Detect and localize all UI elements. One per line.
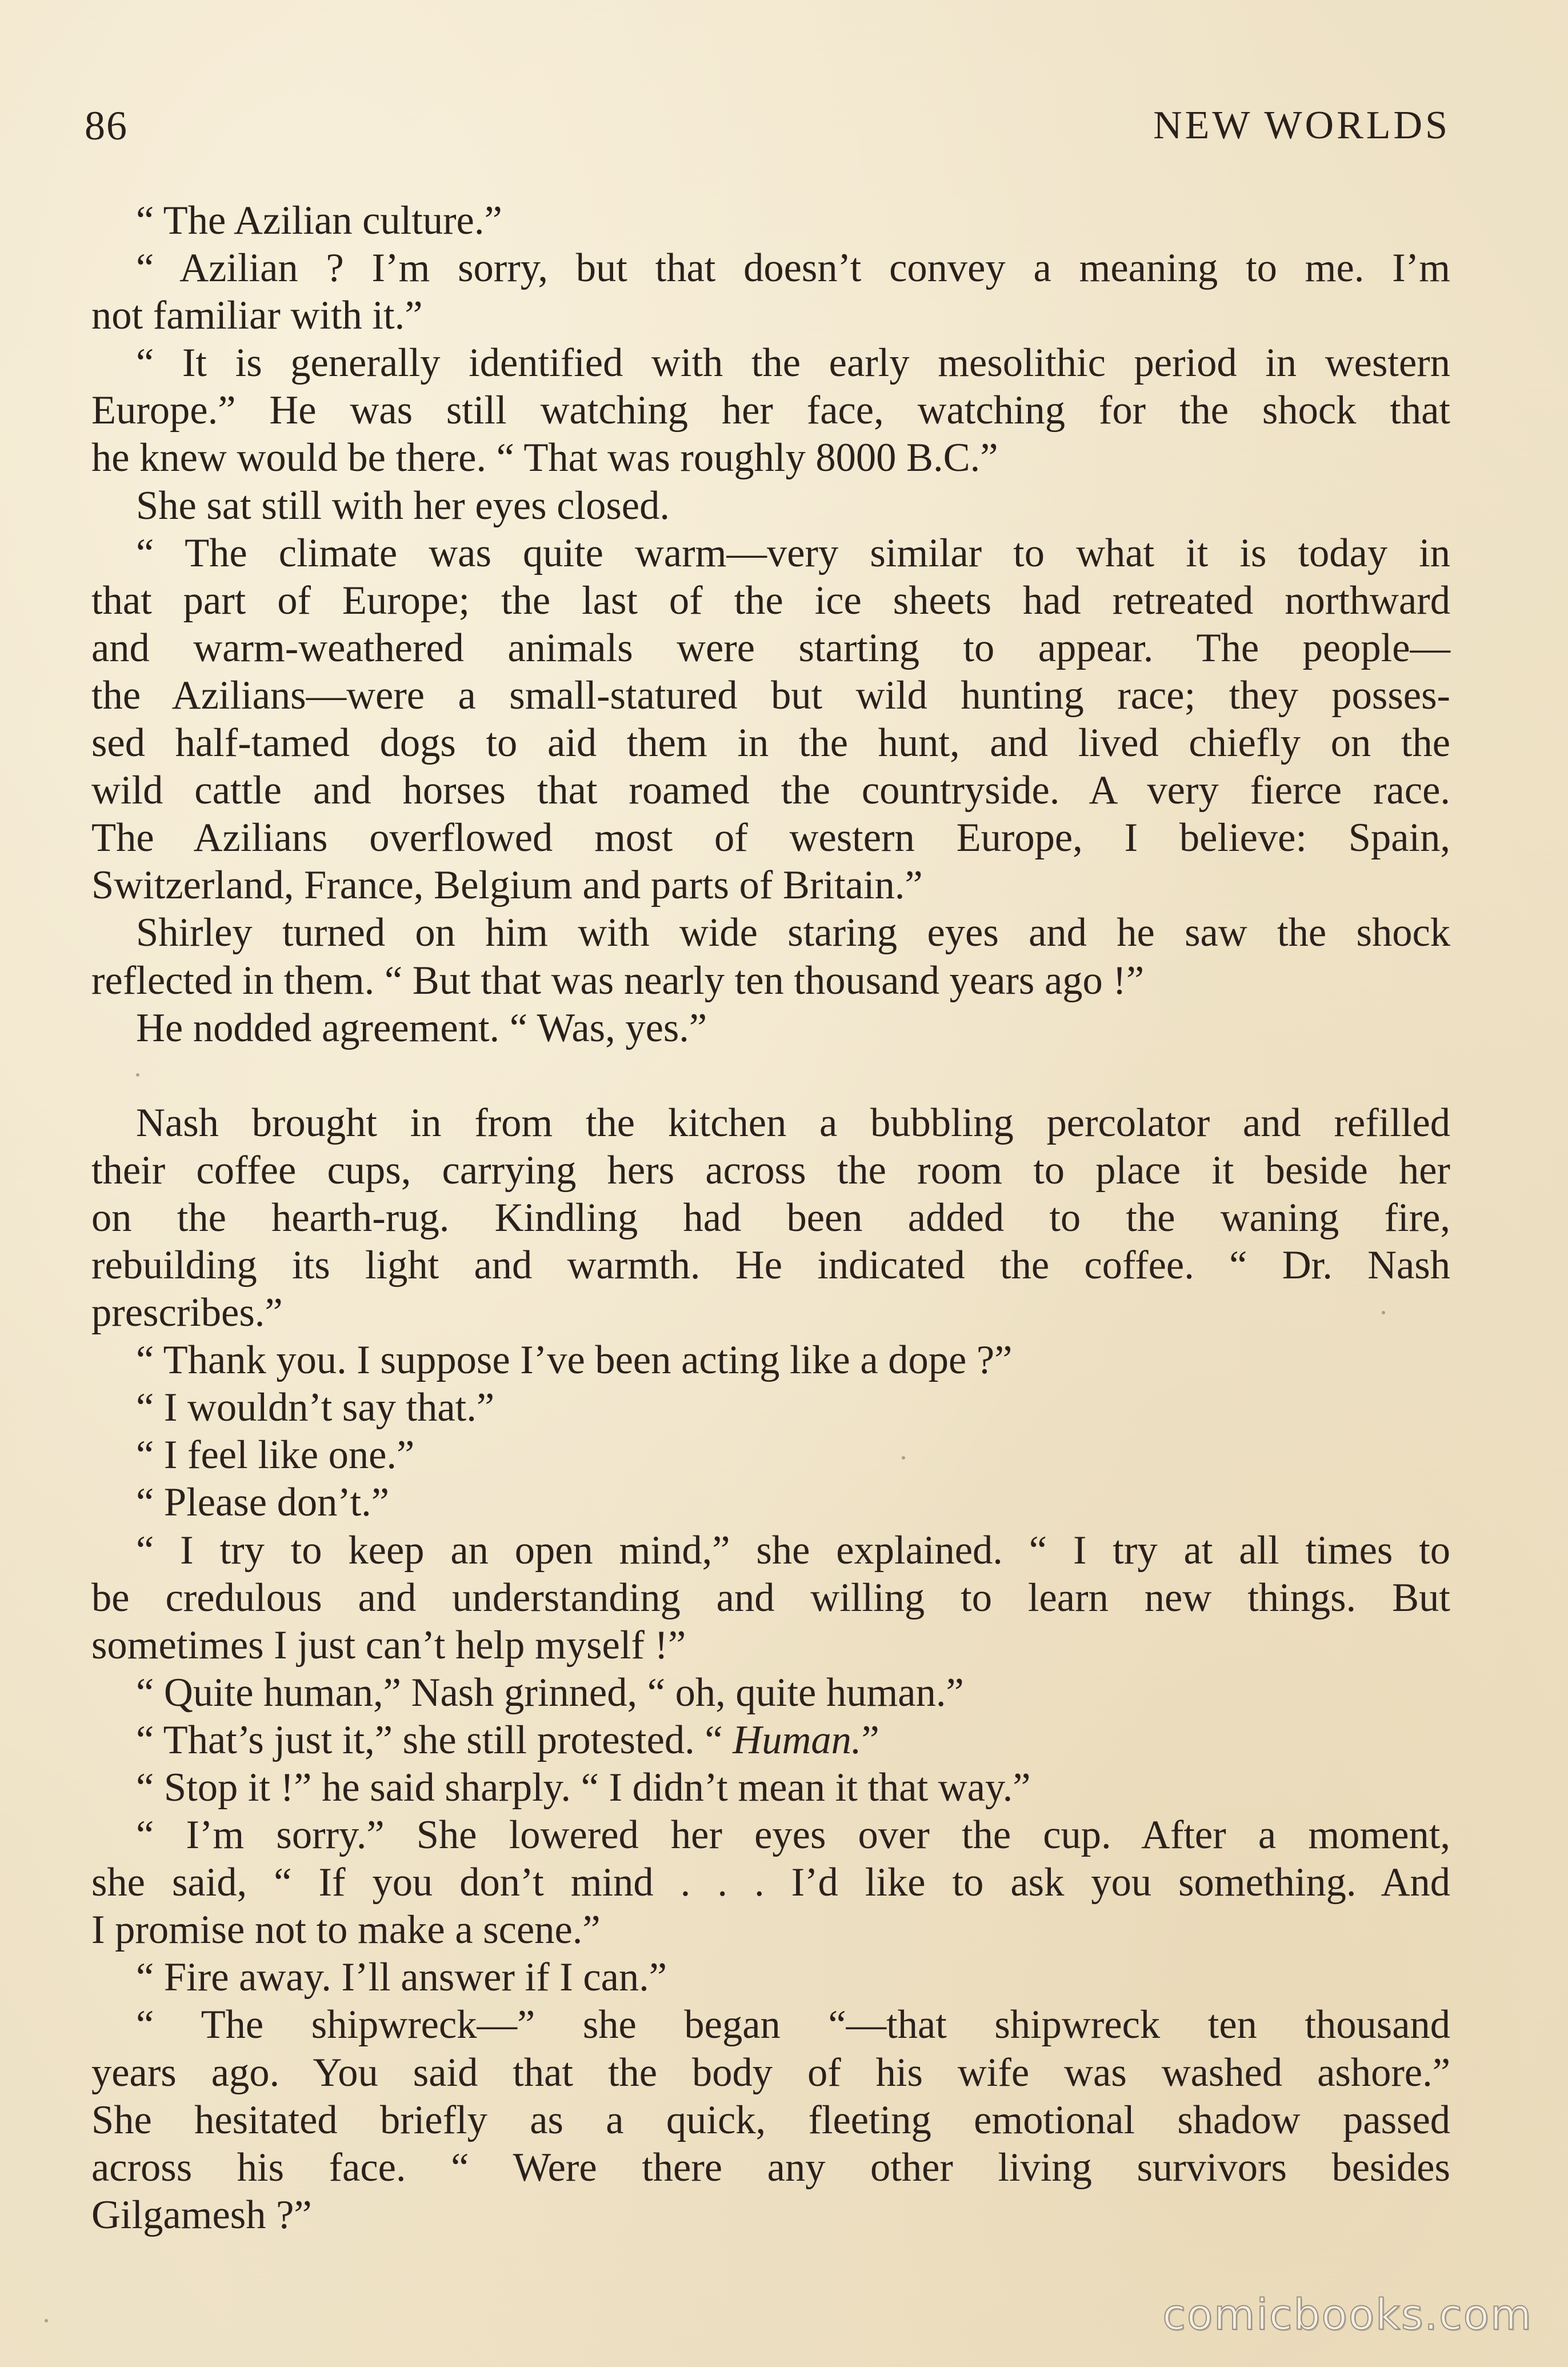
text-line: “ The climate was quite warm—very similar to what it is today in [136, 530, 1450, 575]
text-line: “ Thank you. I suppose I’ve been acting like a dope ?” [136, 1338, 1013, 1383]
text-line: Shirley turned on him with wide staring eyes and he saw the shock [136, 910, 1450, 955]
text-line: and warm-weathered animals were starting to appear. The people— [91, 625, 1450, 670]
text-line: prescribes.” [91, 1290, 283, 1336]
text-line: Europe.” He was still watching her face, watching for the shock that [91, 388, 1450, 433]
ink-speck [45, 2319, 48, 2322]
italic-word: Human. [733, 1717, 862, 1762]
text-line: sed half-tamed dogs to aid them in the hunt, and lived chiefly on the [91, 721, 1450, 766]
text-line: “ Fire away. I’ll answer if I can.” [136, 1955, 667, 2000]
text-line: She sat still with her eyes closed. [136, 483, 670, 528]
page-number: 86 [85, 103, 128, 149]
text-fragment: ” [861, 1717, 879, 1762]
text-fragment: “ That’s just it,” she still protested. “ [136, 1717, 733, 1762]
text-line: “ I try to keep an open mind,” she explained. “ I try at all times to [136, 1528, 1450, 1573]
text-line: “ I wouldn’t say that.” [136, 1385, 495, 1430]
text-line: “ Stop it !” he said sharply. “ I didn’t mean it that way.” [136, 1765, 1031, 1810]
text-line: “ Quite human,” Nash grinned, “ oh, quite human.” [136, 1670, 964, 1715]
text-line: The Azilians overflowed most of western Europe, I believe: Spain, [91, 815, 1450, 861]
body-text [91, 197, 1450, 2239]
text-line: sometimes I just can’t help myself !” [91, 1622, 686, 1668]
text-line: wild cattle and horses that roamed the countryside. A very fierce race. [91, 768, 1450, 813]
text-line: “ Please don’t.” [136, 1480, 390, 1525]
text-line: on the hearth-rug. Kindling had been added to the waning fire, [91, 1195, 1450, 1240]
text-line: be credulous and understanding and willing to learn new things. But [91, 1575, 1450, 1620]
text-line: their coffee cups, carrying hers across the room to place it beside her [91, 1147, 1450, 1193]
text-line: Switzerland, France, Belgium and parts of Britain.” [91, 863, 923, 908]
ink-speck [136, 1073, 139, 1077]
text-line: Nash brought in from the kitchen a bubbling percolator and refilled [136, 1100, 1450, 1145]
text-line: She hesitated briefly as a quick, fleeting emotional shadow passed [91, 2097, 1450, 2142]
text-line: He nodded agreement. “ Was, yes.” [136, 1005, 707, 1050]
text-line: “ Azilian ? I’m sorry, but that doesn’t convey a meaning to me. I’m [136, 246, 1450, 291]
text-line: not familiar with it.” [91, 293, 423, 338]
text-line: reflected in them. “ But that was nearly ten thousand years ago !” [91, 958, 1145, 1003]
ink-speck [1382, 1311, 1385, 1314]
ink-speck [902, 1456, 905, 1460]
running-head: NEW WORLDS [1153, 103, 1450, 147]
text-line: Gilgamesh ?” [91, 2192, 312, 2237]
text-line: “ The Azilian culture.” [136, 198, 502, 243]
text-line: the Azilians—were a small-statured but wild hunting race; they posses- [91, 673, 1450, 718]
text-line: “ I’m sorry.” She lowered her eyes over the cup. After a moment, [136, 1813, 1450, 1858]
text-line: “ The shipwreck—” she began “—that shipwreck ten thousand [136, 2002, 1450, 2048]
text-line: “ It is generally identified with the early mesolithic period in western [136, 341, 1450, 386]
text-line: years ago. You said that the body of his wife was washed ashore.” [91, 2050, 1450, 2095]
page-header [85, 97, 1450, 154]
text-line: that part of Europe; the last of the ice sheets had retreated northward [91, 578, 1450, 623]
watermark: comicbooks.com [1162, 2290, 1533, 2340]
text-line: “ I feel like one.” [136, 1433, 415, 1478]
text-line: across his face. “ Were there any other living survivors besides [91, 2145, 1450, 2190]
text-line: I promise not to make a scene.” [91, 1908, 601, 1953]
text-line: rebuilding its light and warmth. He indicated the coffee. “ Dr. Nash [91, 1242, 1450, 1288]
text-line: he knew would be there. “ That was roughly 8000 B.C.” [91, 435, 998, 481]
text-line: she said, “ If you don’t mind . . . I’d like to ask you something. And [91, 1860, 1450, 1905]
text-line [91, 1717, 1450, 1764]
